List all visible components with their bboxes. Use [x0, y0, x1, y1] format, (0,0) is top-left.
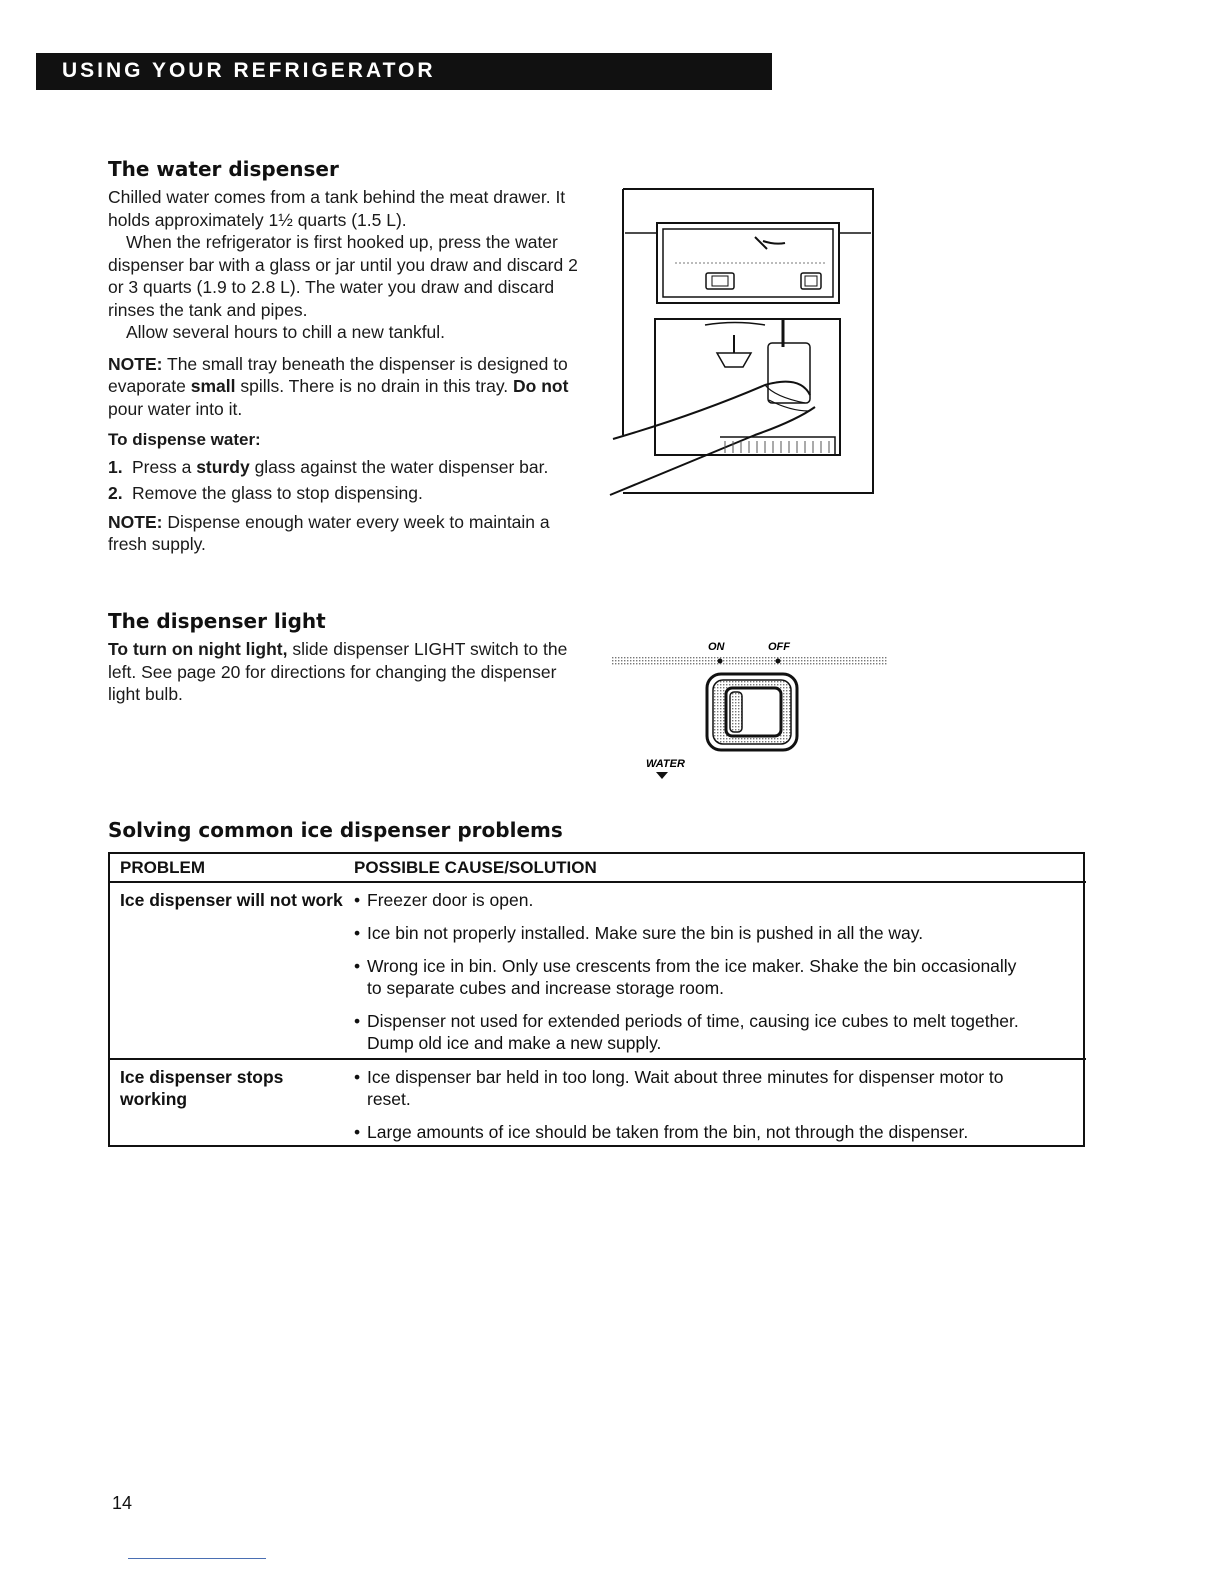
solution-item	[354, 1121, 1086, 1143]
step-number: 2.	[108, 483, 123, 503]
problem-cell: Ice dispenser will not work	[108, 882, 354, 1059]
problem-cell: Ice dispenser stops working	[120, 1067, 284, 1109]
note-text: pour water into it.	[108, 398, 243, 419]
dispenser-light-text: slide dispenser LIGHT switch to the left. See page 20 for directions for changing the dispenser light bulb.	[108, 639, 568, 704]
footer-divider	[128, 1558, 266, 1559]
solution-text: Freezer door is open.	[367, 890, 534, 910]
note-emphasis: Do not	[513, 376, 569, 396]
section-header-bar	[36, 53, 772, 90]
water-dispenser-title: The water dispenser	[108, 157, 339, 181]
table-row	[108, 882, 1086, 1059]
brand-logo-mark	[755, 237, 785, 249]
section-header-title: USING YOUR REFRIGERATOR	[62, 59, 436, 82]
problem-column-header: PROBLEM	[108, 852, 354, 882]
dispense-steps	[108, 456, 578, 505]
solution-column-header: POSSIBLE CAUSE/SOLUTION	[354, 852, 1086, 882]
solution-item	[354, 955, 1086, 999]
dispense-step-2	[108, 482, 578, 505]
dispense-water-heading: To dispense water:	[108, 430, 261, 449]
note-text: The small tray beneath the dispenser is designed to evaporate	[108, 353, 568, 396]
solution-text: Ice bin not properly installed. Make sure the bin is pushed in all the way.	[367, 923, 924, 943]
dispenser-light-switch-illustration	[612, 636, 892, 786]
page-number: 14	[112, 1493, 133, 1513]
step-number: 1.	[108, 456, 123, 477]
note-text: spills. There is no drain in this tray.	[240, 376, 509, 396]
water-dispenser-note-2	[108, 511, 578, 556]
note-label: NOTE:	[108, 353, 163, 374]
step-emphasis: sturdy	[196, 456, 250, 477]
water-dispenser-paragraph-1: Chilled water comes from a tank behind the meat drawer. It holds approximately 1½ quarts (1.5 L).	[108, 187, 566, 230]
step-text: Remove the glass to stop dispensing.	[132, 483, 423, 503]
water-label: WATER	[646, 758, 685, 770]
table-header-row	[108, 852, 1086, 882]
ice-problems-table	[108, 852, 1086, 1143]
bullet: •	[354, 890, 361, 910]
dispenser-light-body	[108, 638, 578, 706]
water-dispenser-body	[108, 186, 578, 556]
dispense-step-1	[108, 456, 578, 479]
water-switch-button	[707, 674, 797, 750]
water-dispenser-paragraph-2: When the refrigerator is first hooked up, press the water dispenser bar with a glass or jar until you draw and discard 2 or 3 quarts (1.9 to 2.8 L). The water you draw and discard rinses the tank and pipes.	[108, 232, 578, 320]
ice-problems-title: Solving common ice dispenser problems	[108, 818, 563, 842]
switch-on-label: ON	[708, 641, 725, 653]
bullet: •	[354, 1122, 361, 1142]
switch-track	[612, 656, 887, 665]
bullet: •	[354, 1011, 361, 1031]
step-text: Press a	[132, 456, 192, 477]
solution-item	[354, 922, 1086, 944]
solution-text: Large amounts of ice should be taken from the bin, not through the dispenser.	[367, 1122, 969, 1142]
solution-item	[354, 1010, 1086, 1054]
solution-cell	[354, 882, 1086, 1059]
switch-off-label: OFF	[768, 641, 790, 653]
bullet: •	[354, 923, 361, 943]
water-dispenser-illustration	[605, 185, 880, 505]
solution-text: Dispenser not used for extended periods of time, causing ice cubes to melt together. Dump old ice and make a new supply.	[367, 1011, 1019, 1053]
water-dispenser-paragraph-3: Allow several hours to chill a new tankful.	[126, 322, 446, 342]
solution-cell	[354, 1059, 1086, 1143]
bullet: •	[354, 956, 361, 976]
bullet: •	[354, 1067, 361, 1087]
note-label: NOTE:	[108, 511, 163, 532]
dispenser-light-title: The dispenser light	[108, 609, 326, 633]
table-row	[108, 1059, 1086, 1143]
dispenser-light-lead: To turn on night light,	[108, 639, 288, 659]
solution-text: Ice dispenser bar held in too long. Wait about three minutes for dispenser motor to reset.	[367, 1067, 1004, 1109]
solution-text: Wrong ice in bin. Only use crescents from the ice maker. Shake the bin occasionally to separate cubes and increase storage room.	[367, 956, 1017, 998]
solution-item	[354, 1066, 1086, 1110]
solution-item	[354, 889, 1086, 911]
water-arrow-icon	[656, 772, 668, 779]
note-emphasis: small	[190, 376, 236, 396]
water-dispenser-note-1	[108, 353, 578, 421]
step-text: glass against the water dispenser bar.	[254, 456, 549, 477]
note-text: Dispense enough water every week to maintain a fresh supply.	[108, 511, 550, 554]
